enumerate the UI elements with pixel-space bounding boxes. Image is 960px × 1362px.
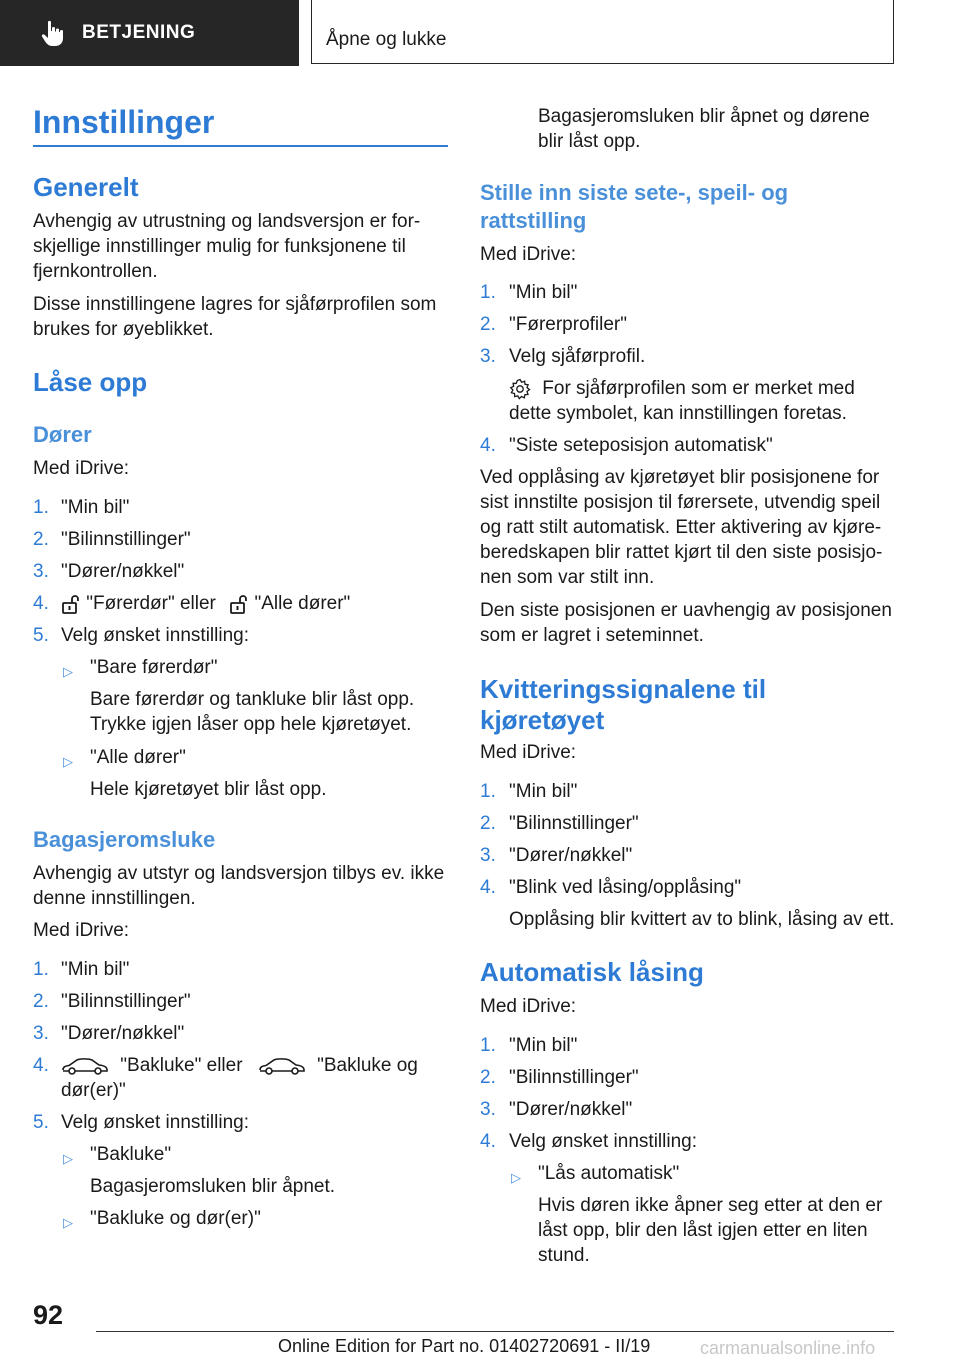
option-desc — [538, 1193, 882, 1268]
step-text: Velg ønsket innstilling: — [509, 1131, 697, 1152]
option-label: "Alle dører" — [90, 747, 186, 768]
triangle-right-icon: ▷ — [511, 1170, 521, 1185]
list-item — [33, 623, 448, 648]
step-number: 2. — [480, 813, 496, 834]
text-line: låst opp, blir den låst igjen etter en liten — [538, 1220, 868, 1241]
step-number: 4. — [480, 1131, 496, 1152]
step-text: "Bilinnstillinger" — [509, 1067, 639, 1088]
step-text: "Dører/nøkkel" — [509, 1099, 633, 1120]
text-line: Avhengig av utrustning og landsversjon er for- — [33, 211, 421, 232]
intro-text: Med iDrive: — [480, 742, 577, 763]
step-number: 4. — [33, 1055, 49, 1076]
text-line: fjernkontrollen. — [33, 261, 158, 282]
list-item — [33, 989, 448, 1014]
step-text: "Bilinnstillinger" — [61, 991, 191, 1012]
unlock-icon — [61, 593, 81, 615]
heading-line: kjøretøyet — [480, 705, 605, 735]
step-text-part: "Alle dører" — [254, 593, 351, 614]
step-number: 4. — [33, 593, 49, 614]
list-item — [480, 433, 900, 458]
step-text: "Blink ved låsing/opplåsing" — [509, 877, 742, 898]
step-number: 5. — [33, 1112, 49, 1133]
step-number: 2. — [33, 991, 49, 1012]
step-text-part: "Førerdør" eller — [86, 593, 216, 614]
option-label: "Bare førerdør" — [90, 657, 218, 678]
option-item — [33, 655, 448, 680]
option-desc — [90, 777, 327, 802]
text-line: Bare førerdør og tankluke blir låst opp. — [90, 689, 415, 710]
text-line: Den siste posisjonen er uavhengig av posisjonen — [480, 600, 892, 621]
heading-lase-opp: Låse opp — [33, 367, 148, 397]
text-line: Avhengig av utstyr og landsversjon tilbys ev. ikke — [33, 863, 445, 884]
text-line: beredskapen blir rattet kjørt til den siste posisjo- — [480, 542, 883, 563]
step-number: 1. — [33, 497, 49, 518]
step-text-part: "Bakluke og — [317, 1055, 418, 1076]
option-desc — [90, 1174, 335, 1199]
text-line: Ved opplåsing av kjøretøyet blir posisjonene for — [480, 467, 880, 488]
note — [509, 376, 899, 426]
step-number: 3. — [33, 1023, 49, 1044]
option-item — [33, 1206, 448, 1231]
heading-generelt: Generelt — [33, 172, 139, 202]
list-item — [33, 559, 448, 584]
list-item — [480, 1065, 900, 1090]
step-text: "Dører/nøkkel" — [61, 1023, 185, 1044]
step-number: 1. — [480, 781, 496, 802]
heading-dorer: Dører — [33, 422, 92, 447]
text-line: blir låst opp. — [538, 131, 641, 152]
hand-pointer-icon — [38, 18, 68, 48]
subsection-title: Åpne og lukke — [326, 29, 447, 50]
step-text: "Min bil" — [509, 1035, 578, 1056]
option-item — [33, 745, 448, 770]
list-item — [480, 1129, 900, 1154]
intro-text: Med iDrive: — [480, 244, 577, 265]
text-line: Disse innstillingene lagres for sjåførprofilen som — [33, 294, 437, 315]
option-label: "Bakluke" — [90, 1144, 172, 1165]
step-number: 2. — [480, 314, 496, 335]
list-item — [33, 1053, 448, 1078]
triangle-right-icon: ▷ — [63, 1151, 73, 1166]
list-item — [480, 312, 900, 337]
page-header — [0, 0, 960, 66]
option-item — [480, 1161, 900, 1186]
step-number: 3. — [33, 561, 49, 582]
text-line: Hvis døren ikke åpner seg etter at den er — [538, 1195, 883, 1216]
watermark: carmanualsonline.info — [700, 1338, 876, 1358]
list-item — [480, 344, 900, 369]
heading-automatisk: Automatisk låsing — [480, 957, 704, 987]
heading-bagasjeromsluke: Bagasjeromsluke — [33, 827, 216, 852]
text-line: som er lagret i seteminnet. — [480, 625, 704, 646]
intro-text: Med iDrive: — [33, 920, 130, 941]
heading-sete — [480, 179, 788, 235]
text-line: sist innstilte posisjon til førersete, utvendig speil — [480, 492, 881, 513]
text-line: nen som var stilt inn. — [480, 567, 655, 588]
text-line — [509, 376, 899, 401]
step-text: "Bilinnstillinger" — [509, 813, 639, 834]
title-underline — [33, 145, 448, 147]
step-text-continued: dør(er)" — [61, 1080, 126, 1101]
gear-icon — [509, 378, 531, 400]
step-text: "Dører/nøkkel" — [509, 845, 633, 866]
heading-line: Stille inn siste sete-, speil- og — [480, 180, 789, 205]
intro-text: Med iDrive: — [33, 458, 130, 479]
list-item — [33, 1110, 448, 1135]
continued-text — [538, 104, 870, 154]
text-line: skjellige innstillinger mulig for funksjonene til — [33, 236, 406, 257]
list-item — [33, 527, 448, 552]
intro-text: Med iDrive: — [480, 996, 577, 1017]
text-line: Trykke igjen låser opp hele kjøretøyet. — [90, 714, 412, 735]
list-item — [480, 875, 900, 900]
option-label: "Bakluke og dør(er)" — [90, 1208, 261, 1229]
step-text — [61, 1055, 418, 1076]
triangle-right-icon: ▷ — [63, 754, 73, 769]
list-item — [480, 1097, 900, 1122]
list-item — [33, 591, 448, 616]
page-number: 92 — [33, 1300, 64, 1330]
list-item — [33, 495, 448, 520]
step-number: 1. — [480, 1035, 496, 1056]
step-text: "Siste seteposisjon automatisk" — [509, 435, 773, 456]
text-line: stund. — [538, 1245, 590, 1266]
step-number: 3. — [480, 1099, 496, 1120]
paragraph — [33, 861, 444, 911]
step-number: 3. — [480, 346, 496, 367]
text-line: Bagasjeromsluken blir åpnet. — [90, 1176, 336, 1197]
step-number: 1. — [33, 959, 49, 980]
heading-line: rattstilling — [480, 208, 587, 233]
list-item — [33, 957, 448, 982]
option-desc — [90, 687, 414, 737]
text-line: brukes for øyeblikket. — [33, 319, 214, 340]
paragraph — [33, 209, 420, 284]
step-text: "Min bil" — [61, 959, 130, 980]
list-item — [480, 1033, 900, 1058]
option-item — [33, 1142, 448, 1167]
list-item — [480, 811, 900, 836]
paragraph — [480, 598, 892, 648]
step-text: Velg sjåførprofil. — [509, 346, 646, 367]
footer-divider — [96, 1331, 894, 1332]
step-text-part: "Bakluke" eller — [120, 1055, 243, 1076]
subsection-tab — [311, 0, 894, 64]
step-number: 2. — [480, 1067, 496, 1088]
step-number: 4. — [480, 877, 496, 898]
paragraph — [480, 465, 882, 590]
edition-text: Online Edition for Part no. 01402720691 - II/19 — [278, 1336, 651, 1356]
page-title: Innstillinger — [33, 104, 215, 140]
step-text: "Bilinnstillinger" — [61, 529, 191, 550]
step-text: "Førerprofiler" — [509, 314, 627, 335]
text-line: denne innstillingen. — [33, 888, 196, 909]
step-number: 2. — [33, 529, 49, 550]
section-title: BETJENING — [82, 22, 196, 43]
section-tab — [0, 0, 299, 66]
step-text: "Min bil" — [509, 781, 578, 802]
step-text: "Min bil" — [509, 282, 578, 303]
step-text: "Dører/nøkkel" — [61, 561, 185, 582]
list-item — [480, 280, 900, 305]
step-number: 4. — [480, 435, 496, 456]
option-label: "Lås automatisk" — [538, 1163, 680, 1184]
note-text: For sjåførprofilen som er merket med — [542, 378, 855, 399]
text-line: Bagasjeromsluken blir åpnet og dørene — [538, 106, 870, 127]
step-number: 5. — [33, 625, 49, 646]
step-number: 1. — [480, 282, 496, 303]
list-item — [480, 779, 900, 804]
step-desc: Opplåsing blir kvittert av to blink, låsing av ett. — [509, 909, 895, 930]
text-line: dette symbolet, kan innstillingen foretas. — [509, 403, 847, 424]
text-line: og ratt stilt automatisk. Etter aktivering av kjøre- — [480, 517, 882, 538]
car-icon — [258, 1056, 306, 1076]
car-icon — [61, 1056, 109, 1076]
heading-kvittering — [480, 674, 766, 736]
list-item — [33, 1021, 448, 1046]
step-text: Velg ønsket innstilling: — [61, 625, 249, 646]
step-text: Velg ønsket innstilling: — [61, 1112, 249, 1133]
text-line: Hele kjøretøyet blir låst opp. — [90, 779, 327, 800]
triangle-right-icon: ▷ — [63, 664, 73, 679]
step-number: 3. — [480, 845, 496, 866]
list-item — [480, 843, 900, 868]
unlock-icon — [229, 593, 249, 615]
paragraph — [33, 292, 436, 342]
triangle-right-icon: ▷ — [63, 1215, 73, 1230]
step-text — [61, 593, 350, 614]
step-text: "Min bil" — [61, 497, 130, 518]
heading-line: Kvitteringssignalene til — [480, 674, 767, 704]
